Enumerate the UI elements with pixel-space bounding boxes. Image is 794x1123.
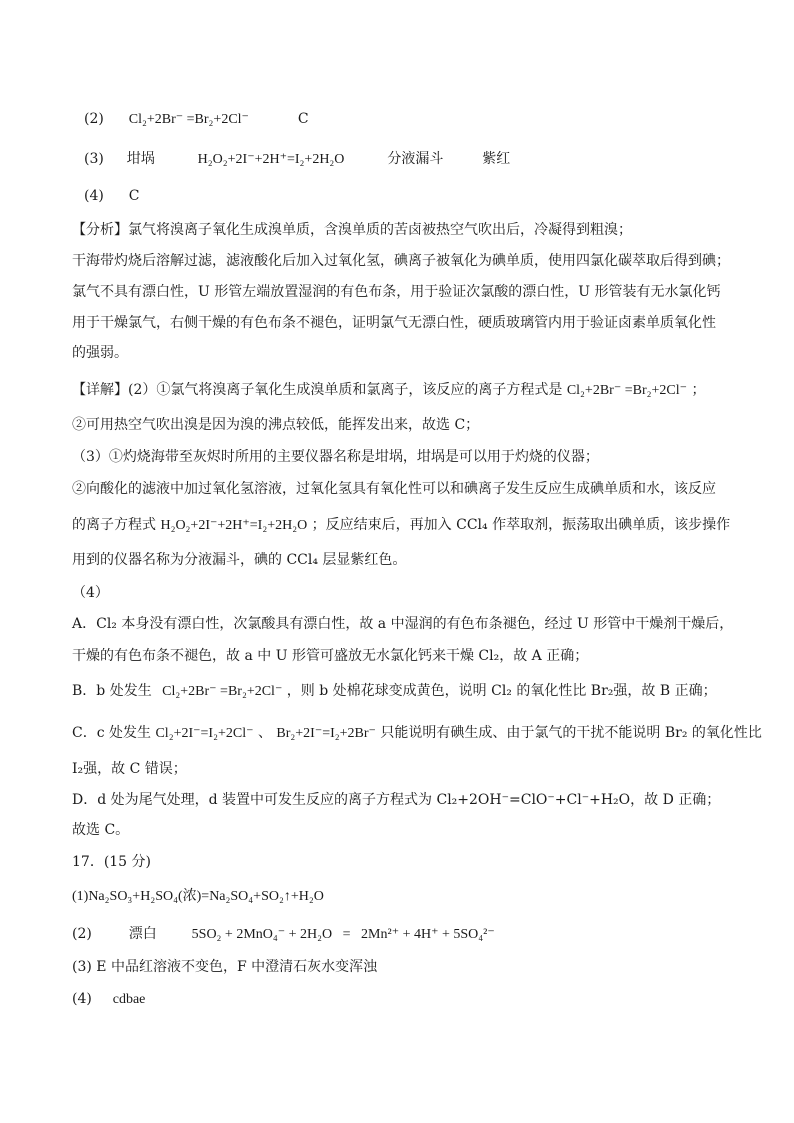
q17-2-equation: 5SO₂ + 2MnO₄⁻ + 2H₂O = 2Mn²⁺ + 4H⁺ + 5SO₄²⁻	[191, 927, 495, 942]
answer-3-line	[72, 150, 510, 169]
detail-line-3: （3）①灼烧海带至灰烬时所用的主要仪器名称是坩埚，坩埚是可以用于灼烧的仪器；	[72, 449, 599, 465]
analysis-line-5: 的强弱。	[72, 345, 128, 361]
option-c-equation-2: Br₂+2I⁻=I₂+2Br⁻	[276, 726, 376, 741]
option-c-post: 只能说明有碘生成、由于氯气的干扰不能说明 Br₂ 的氧化性比	[380, 725, 762, 741]
answer-3-b: 分液漏斗	[387, 151, 444, 167]
answer-2-num: (2)	[84, 111, 104, 127]
question-17-answer-2	[72, 925, 495, 944]
analysis-line-2: 干海带灼烧后溶解过滤，滤液酸化后加入过氧化氢，碘离子被氧化为碘单质，使用四氯化碳萃取后得到碘；	[72, 253, 730, 269]
answer-3-equation: H₂O₂+2I⁻+2H⁺=I₂+2H₂O	[197, 152, 345, 167]
detail-line-6: 用到的仪器名称为分液漏斗，碘的 CCl₄ 层显紫红色。	[72, 552, 407, 568]
detail-line-2: ②可用热空气吹出溴是因为溴的沸点较低，能挥发出来，故选 C；	[72, 417, 480, 433]
answer-2-equation: Cl₂+2Br⁻ =Br₂+2Cl⁻	[128, 112, 249, 127]
option-b-line	[72, 682, 717, 701]
option-c-equation-1: Cl₂+2I⁻=I₂+2Cl⁻	[155, 726, 254, 741]
q17-4-num: (4)	[72, 991, 92, 1007]
answer-3-c: 紫红	[482, 151, 511, 167]
answer-4-num: (4)	[84, 188, 104, 204]
question-17-answer-1: (1)Na₂SO₃+H₂SO₄(浓)=Na₂SO₄+SO₂↑+H₂O	[72, 889, 324, 904]
detail-1-post: ；	[691, 382, 706, 398]
detail-line-5	[72, 516, 730, 535]
choose-line: 故选 C。	[72, 822, 130, 838]
answer-3-a: 坩埚	[126, 151, 155, 167]
option-c-mid: 、	[257, 725, 272, 741]
answer-3-num: (3)	[84, 151, 104, 167]
detail-line-4: ②向酸化的滤液中加过氧化氢溶液，过氧化氢具有氧化性可以和碘离子发生反应生成碘单质和水，该反应	[72, 481, 716, 497]
part-4-heading: （4）	[72, 585, 109, 601]
answer-2-line	[72, 110, 309, 129]
q17-2-num: (2)	[72, 926, 92, 942]
detail-5-equation: H₂O₂+2I⁻+2H⁺=I₂+2H₂O	[160, 518, 308, 533]
option-b-post: ，则 b 处棉花球变成黄色，说明 Cl₂ 的氧化性比 Br₂强，故 B 正确；	[286, 683, 717, 699]
detail-1-text: 【详解】(2）①氯气将溴离子氧化生成溴单质和氯离子，该反应的离子方程式是	[72, 382, 563, 398]
analysis-line-4: 用于干燥氯气，右侧干燥的有色布条不褪色，证明氯气无漂白性，硬质玻璃管内用于验证卤素单质氧化性	[72, 315, 716, 331]
q17-2-a: 漂白	[128, 926, 157, 942]
option-c-line-1	[72, 724, 762, 743]
option-d-line: D．d 处为尾气处理，d 装置中可发生反应的离子方程式为 Cl₂+2OH⁻=ClO⁻+Cl⁻+H₂O，故 D 正确；	[72, 792, 721, 808]
detail-line-1	[72, 381, 705, 400]
analysis-line-3: 氯气不具有漂白性，U 形管左端放置湿润的有色布条，用于验证次氯酸的漂白性，U 形管装有无水氯化钙	[72, 284, 721, 300]
option-c-pre: C．c 处发生	[72, 725, 152, 741]
q17-4-answer: cdbae	[112, 992, 146, 1007]
detail-1-equation: Cl₂+2Br⁻ =Br₂+2Cl⁻	[566, 383, 688, 398]
detail-5-pre: 的离子方程式	[72, 517, 156, 533]
answer-2-choice: C	[297, 111, 309, 127]
option-a-line-1: A．Cl₂ 本身没有漂白性，次氯酸具有漂白性，故 a 中湿润的有色布条褪色，经过 U 形管中干燥剂干燥后，	[72, 616, 734, 632]
question-17-answer-3: (3) E 中品红溶液不变色，F 中澄清石灰水变浑浊	[72, 959, 378, 975]
option-b-pre: B．b 处发生	[72, 683, 152, 699]
option-a-line-2: 干燥的有色布条不褪色，故 a 中 U 形管可盛放无水氯化钙来干燥 Cl₂，故 A 正确；	[72, 648, 589, 664]
option-b-equation: Cl₂+2Br⁻ =Br₂+2Cl⁻	[162, 684, 283, 699]
question-17-answer-4	[72, 990, 145, 1009]
detail-5-post: ；反应结束后，再加入 CCl₄ 作萃取剂，振荡取出碘单质，该步操作	[311, 517, 731, 533]
answer-4-choice: C	[128, 188, 140, 204]
option-c-line-2: I₂强，故 C 错误；	[72, 761, 187, 777]
question-17-heading: 17．(15 分)	[72, 854, 152, 870]
answer-4-line	[72, 187, 139, 205]
analysis-line-1: 【分析】氯气将溴离子氧化生成溴单质，含溴单质的苦卤被热空气吹出后，冷凝得到粗溴；	[72, 222, 632, 238]
